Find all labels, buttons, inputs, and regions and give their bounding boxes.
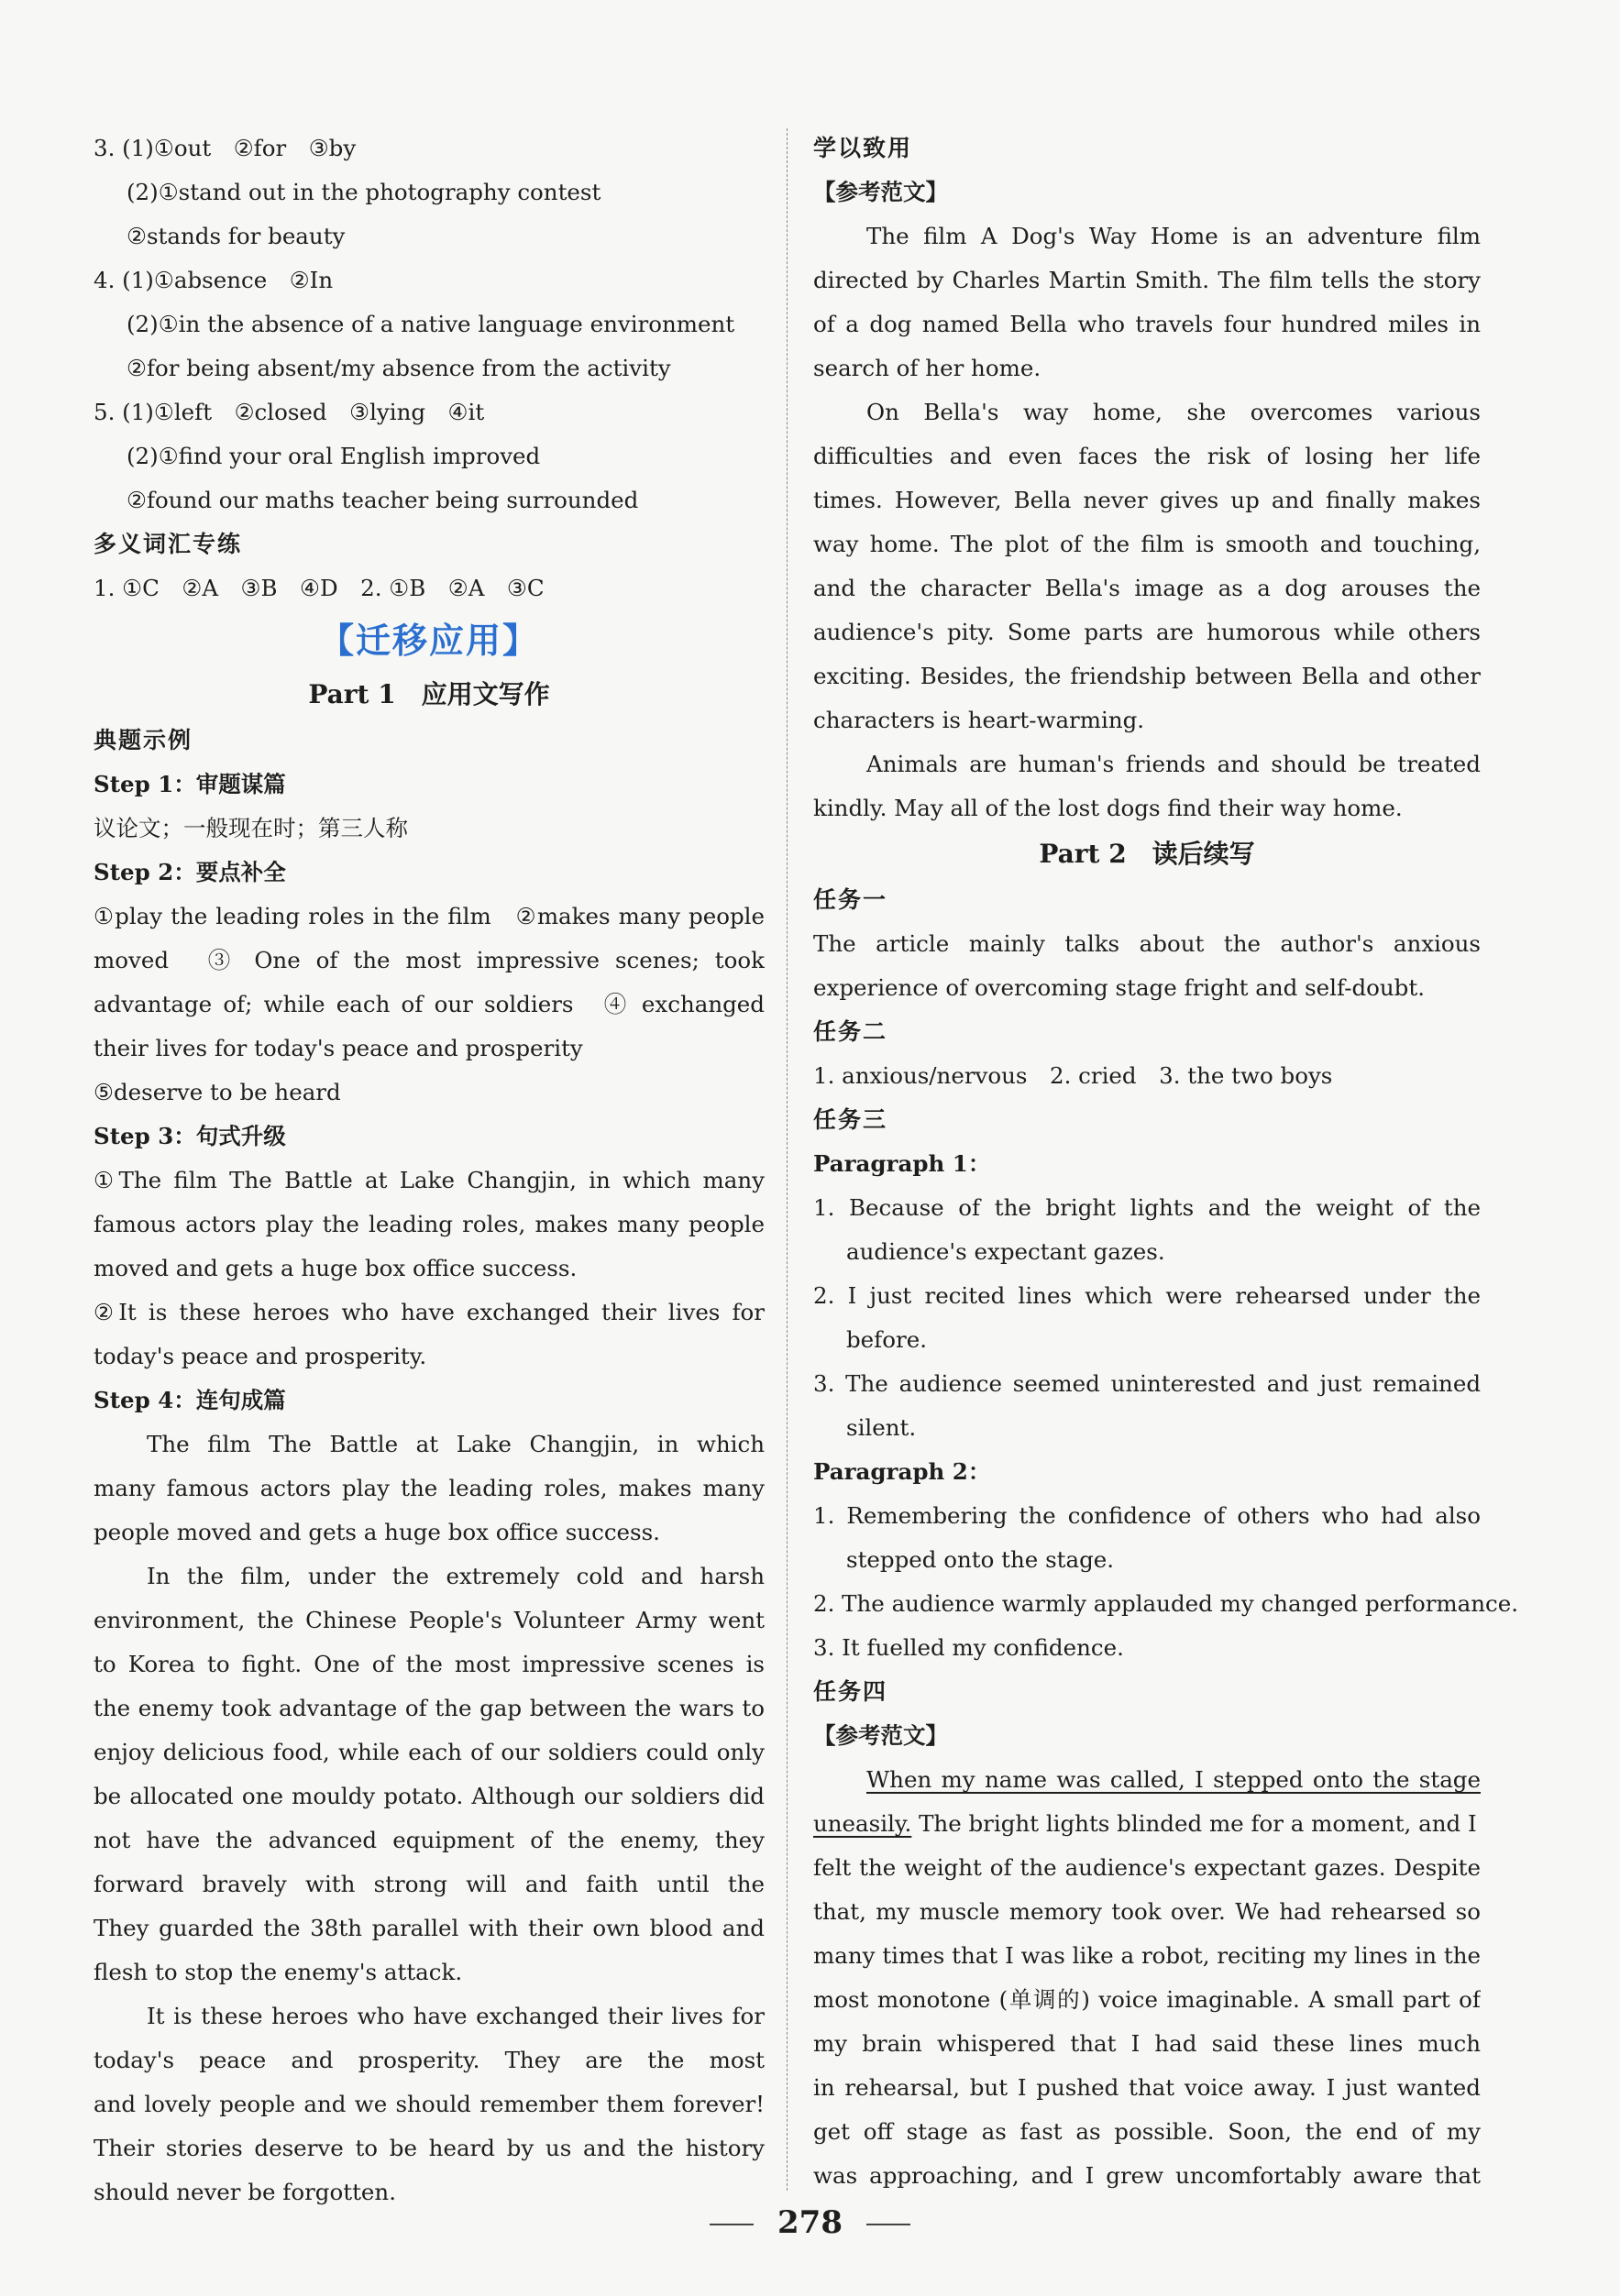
answer-line: ②stands for beauty (127, 223, 346, 249)
step2-line: ①play the leading roles in the film ②makes many people (94, 903, 765, 929)
model-line: Animals are human's friends and should be treated (866, 751, 1481, 777)
task1-heading: 任务一 (813, 886, 888, 913)
model-line: directed by Charles Martin Smith. The film tells the story (813, 267, 1481, 293)
apply-heading: 学以致用 (813, 135, 913, 161)
step1-text: 议论文；一般现在时；第三人称 (94, 815, 408, 841)
vocab-heading: 多义词汇专练 (94, 531, 243, 557)
step2-line: their lives for today's peace and prosperity (94, 1035, 583, 1061)
model2-text: The bright lights blinded me for a moment, and I (911, 1810, 1477, 1837)
right-column (813, 126, 1519, 2198)
answer-line: 3. (1)①out ②for ③by (94, 135, 357, 161)
left-column (94, 126, 765, 2214)
task1-line: The article mainly talks about the author's anxious (813, 930, 1481, 957)
step3-line: ①The film The Battle at Lake Changjin, in which many (94, 1167, 765, 1193)
model-line: difficulties and even faces the risk of losing her life (813, 443, 1481, 469)
section-title: 【迁移应用】 (318, 620, 539, 661)
answer-line: 5. (1)①left ②closed ③lying ④it (94, 399, 485, 425)
model-line: times. However, Bella never gives up and finally makes (813, 487, 1481, 513)
model2-line (813, 1758, 1481, 1802)
model2-line: was approaching, and I grew uncomfortably aware that (813, 2162, 1481, 2189)
paragraph1-item: 3. The audience seemed uninterested and just remained (813, 1370, 1481, 1397)
answer-line: ②found our maths teacher being surrounded (127, 487, 639, 513)
model-line: of a dog named Bella who travels four hundred miles in (813, 311, 1481, 337)
essay-line: should never be forgotten. (94, 2179, 396, 2205)
task2-answers: 1. anxious/nervous 2. cried 3. the two boys (813, 1062, 1333, 1089)
step3-line: ②It is these heroes who have exchanged their lives for (94, 1299, 765, 1325)
model2-line: in rehearsal, but I pushed that voice away. I just wanted (813, 2074, 1481, 2101)
model2-line: most monotone (单调的) voice imaginable. A small part of (813, 1986, 1481, 2013)
part2-title: Part 2 读后续写 (1039, 839, 1255, 869)
answer-line: 4. (1)①absence ②In (94, 267, 334, 293)
essay-line: be allocated one mouldy potato. Although our soldiers did (94, 1783, 765, 1809)
essay-line: today's peace and prosperity. They are the most (94, 2047, 765, 2073)
paragraph2-item: 2. The audience warmly applauded my changed performance. (813, 1590, 1519, 1617)
paragraph2-heading: Paragraph 2： (813, 1458, 991, 1485)
answer-line: ②for being absent/my absence from the activity (127, 355, 671, 381)
part1-title: Part 1 应用文写作 (308, 679, 550, 709)
step2-line: advantage of; while each of our soldiers ④ exchanged (94, 991, 765, 1017)
model2-heading: 【参考范文】 (813, 1722, 948, 1749)
paragraph1-heading: Paragraph 1： (813, 1150, 991, 1177)
model-heading: 【参考范文】 (813, 179, 948, 205)
paragraph1-item: 2. I just recited lines which were rehearsed under the (813, 1282, 1481, 1309)
model-line: The film A Dog's Way Home is an adventure film (866, 223, 1481, 249)
paragraph2-item: 3. It fuelled my confidence. (813, 1634, 1124, 1661)
essay-line: not have the advanced equipment of the enemy, they (94, 1827, 765, 1853)
essay-line: Their stories deserve to be heard by us and the history (94, 2135, 765, 2161)
example-heading: 典题示例 (94, 727, 193, 753)
essay-line: people moved and gets a huge box office success. (94, 1519, 660, 1545)
paragraph1-item: 1. Because of the bright lights and the weight of the (813, 1194, 1481, 1221)
step3-line: moved and gets a huge box office success. (94, 1255, 578, 1281)
essay-line: The film The Battle at Lake Changjin, in which (147, 1431, 765, 1457)
underlined-sentence: uneasily. (813, 1810, 912, 1837)
paragraph1-item: before. (846, 1326, 927, 1353)
essay-line: environment, the Chinese People's Volunteer Army went (94, 1607, 765, 1633)
essay-line: the enemy took advantage of the gap between the wars to (94, 1695, 765, 1721)
answer-line: (2)①stand out in the photography contest (127, 179, 601, 205)
model2-line: get off stage as fast as possible. Soon, the end of my (813, 2118, 1481, 2145)
model-line: audience's pity. Some parts are humorous while others (813, 619, 1481, 645)
column-divider (787, 128, 788, 2191)
essay-line: forward bravely with strong will and faith until the (94, 1871, 765, 1897)
model-line: characters is heart-warming. (813, 707, 1145, 733)
essay-line: In the film, under the extremely cold and harsh (147, 1563, 765, 1589)
model2-line: many times that I was like a robot, reciting my lines in the (813, 1942, 1481, 1969)
paragraph2-item: stepped onto the stage. (846, 1546, 1115, 1573)
essay-line: They guarded the 38th parallel with their own blood and (94, 1915, 765, 1941)
vocab-answers: 1. ①C ②A ③B ④D 2. ①B ②A ③C (94, 575, 545, 601)
task2-heading: 任务二 (813, 1018, 888, 1045)
footer-dash (710, 2224, 754, 2225)
step2-line: ⑤deserve to be heard (94, 1079, 341, 1105)
step3-heading: Step 3：句式升级 (94, 1123, 286, 1149)
essay-line: flesh to stop the enemy's attack. (94, 1959, 463, 1985)
task3-heading: 任务三 (813, 1106, 888, 1133)
page-number: 278 (777, 2204, 843, 2241)
paragraph1-item: audience's expectant gazes. (846, 1238, 1165, 1265)
answer-line: (2)①find your oral English improved (127, 443, 541, 469)
model-line: exciting. Besides, the friendship between Bella and other (813, 663, 1481, 689)
essay-line: and lovely people and we should remember them forever! (94, 2091, 765, 2117)
model2-line: felt the weight of the audience's expectant gazes. Despite (813, 1854, 1481, 1881)
essay-line: many famous actors play the leading roles, makes many (94, 1475, 765, 1501)
page-number-footer (0, 2200, 1620, 2246)
paragraph1-item: silent. (846, 1414, 917, 1441)
essay-line: enjoy delicious food, while each of our soldiers could only (94, 1739, 765, 1765)
step4-heading: Step 4：连句成篇 (94, 1387, 286, 1413)
model-line: kindly. May all of the lost dogs find their way home. (813, 795, 1403, 821)
model-line: and the character Bella's image as a dog arouses the (813, 575, 1481, 601)
footer-dash (866, 2224, 910, 2225)
answer-line: (2)①in the absence of a native language environment (127, 311, 735, 337)
model-line: search of her home. (813, 355, 1041, 381)
step3-line: today's peace and prosperity. (94, 1343, 427, 1369)
step2-heading: Step 2：要点补全 (94, 859, 286, 885)
step1-heading: Step 1：审题谋篇 (94, 771, 286, 797)
step3-line: famous actors play the leading roles, makes many people (94, 1211, 765, 1237)
step2-line: moved ③ One of the most impressive scenes; took (94, 947, 765, 973)
task1-line: experience of overcoming stage fright and self-doubt. (813, 974, 1426, 1001)
model2-line (813, 1802, 1481, 1846)
underlined-sentence: When my name was called, I stepped onto the stage (866, 1766, 1481, 1793)
model-line: On Bella's way home, she overcomes various (866, 399, 1481, 425)
model2-line: that, my muscle memory took over. We had rehearsed so (813, 1898, 1481, 1925)
essay-line: to Korea to fight. One of the most impressive scenes is (94, 1651, 765, 1677)
essay-line: It is these heroes who have exchanged their lives for (147, 2003, 765, 2029)
task4-heading: 任务四 (813, 1678, 888, 1705)
paragraph2-item: 1. Remembering the confidence of others who had also (813, 1502, 1481, 1529)
model-line: way home. The plot of the film is smooth and touching, (813, 531, 1481, 557)
model2-line: my brain whispered that I had said these lines much (813, 2030, 1481, 2057)
